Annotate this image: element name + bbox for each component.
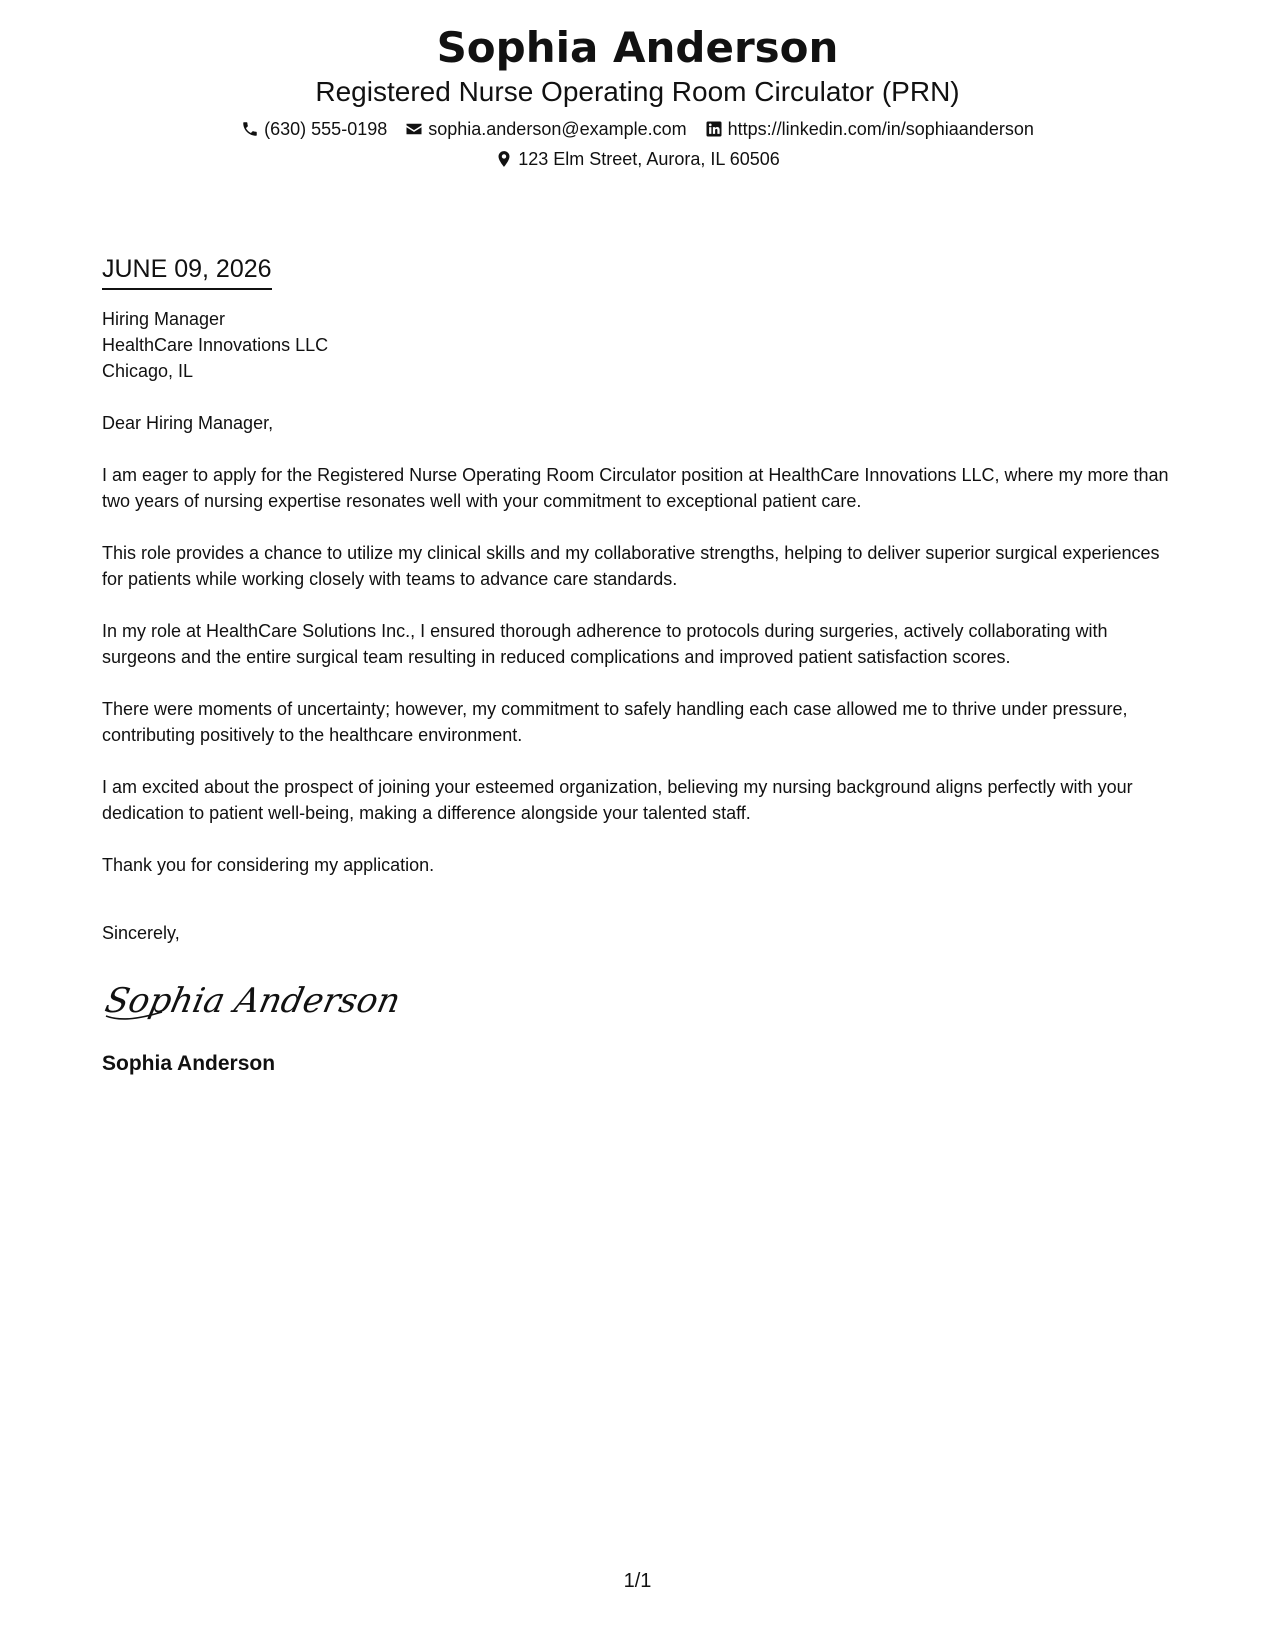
contact-phone xyxy=(241,114,387,144)
salutation: Dear Hiring Manager, xyxy=(102,413,274,433)
signed-name: Sophia Anderson xyxy=(102,1052,276,1075)
phone-icon xyxy=(241,120,259,138)
paragraph: I am eager to apply for the Registered Nurse Operating Room Circulator position at HealthCare Innovations LLC, where my more than two years of nursing expertise resonates well with your commitment to exceptional patient care. xyxy=(102,465,1169,511)
paragraph: Thank you for considering my application. xyxy=(102,855,435,875)
map-pin-icon xyxy=(495,150,513,168)
recipient-location: Chicago, IL xyxy=(102,361,194,381)
paragraph: In my role at HealthCare Solutions Inc., I ensured thorough adherence to protocols during surgeries, actively collaborating with surgeons and the entire surgical team resulting in reduced complications and improved patient satisfaction scores. xyxy=(102,621,1108,667)
linkedin-icon xyxy=(705,120,723,138)
letter-header xyxy=(0,22,1275,174)
recipient-company: HealthCare Innovations LLC xyxy=(102,335,329,355)
job-title: Registered Nurse Operating Room Circulator (PRN) xyxy=(315,76,960,107)
email-link[interactable]: sophia.anderson@example.com xyxy=(428,119,687,139)
page-number: 1/1 xyxy=(623,1570,652,1592)
paragraph: This role provides a chance to utilize my clinical skills and my collaborative strengths, helping to deliver superior surgical experiences for patients while working closely with teams to advance care standards. xyxy=(102,543,1160,589)
address-text: 123 Elm Street, Aurora, IL 60506 xyxy=(518,149,780,169)
handwritten-signature xyxy=(102,972,1172,1032)
contact-address xyxy=(495,144,780,174)
contact-linkedin[interactable] xyxy=(705,114,1034,144)
applicant-name: Sophia Anderson xyxy=(436,23,839,72)
closing: Sincerely, xyxy=(102,923,180,943)
contact-email[interactable] xyxy=(405,114,686,144)
recipient-name: Hiring Manager xyxy=(102,309,226,329)
envelope-icon xyxy=(405,120,423,138)
phone-text: (630) 555-0198 xyxy=(264,119,388,139)
contact-row-address xyxy=(0,144,1275,174)
contact-row-primary xyxy=(0,114,1275,144)
signature-glyphs: Sophia Anderson xyxy=(101,981,404,1021)
signature-image xyxy=(101,972,404,1032)
linkedin-link[interactable]: https://linkedin.com/in/sophiaanderson xyxy=(727,119,1034,139)
letter-date: JUNE 09, 2026 xyxy=(102,252,272,290)
paragraph: There were moments of uncertainty; however, my commitment to safely handling each case allowed me to thrive under pressure, contributing positively to the healthcare environment. xyxy=(102,699,1128,745)
letter-body xyxy=(102,252,1172,1078)
paragraph: I am excited about the prospect of joining your esteemed organization, believing my nursing background aligns perfectly with your dedication to patient well-being, making a difference alongside your talented staff. xyxy=(102,777,1133,823)
recipient-block xyxy=(102,306,1172,384)
